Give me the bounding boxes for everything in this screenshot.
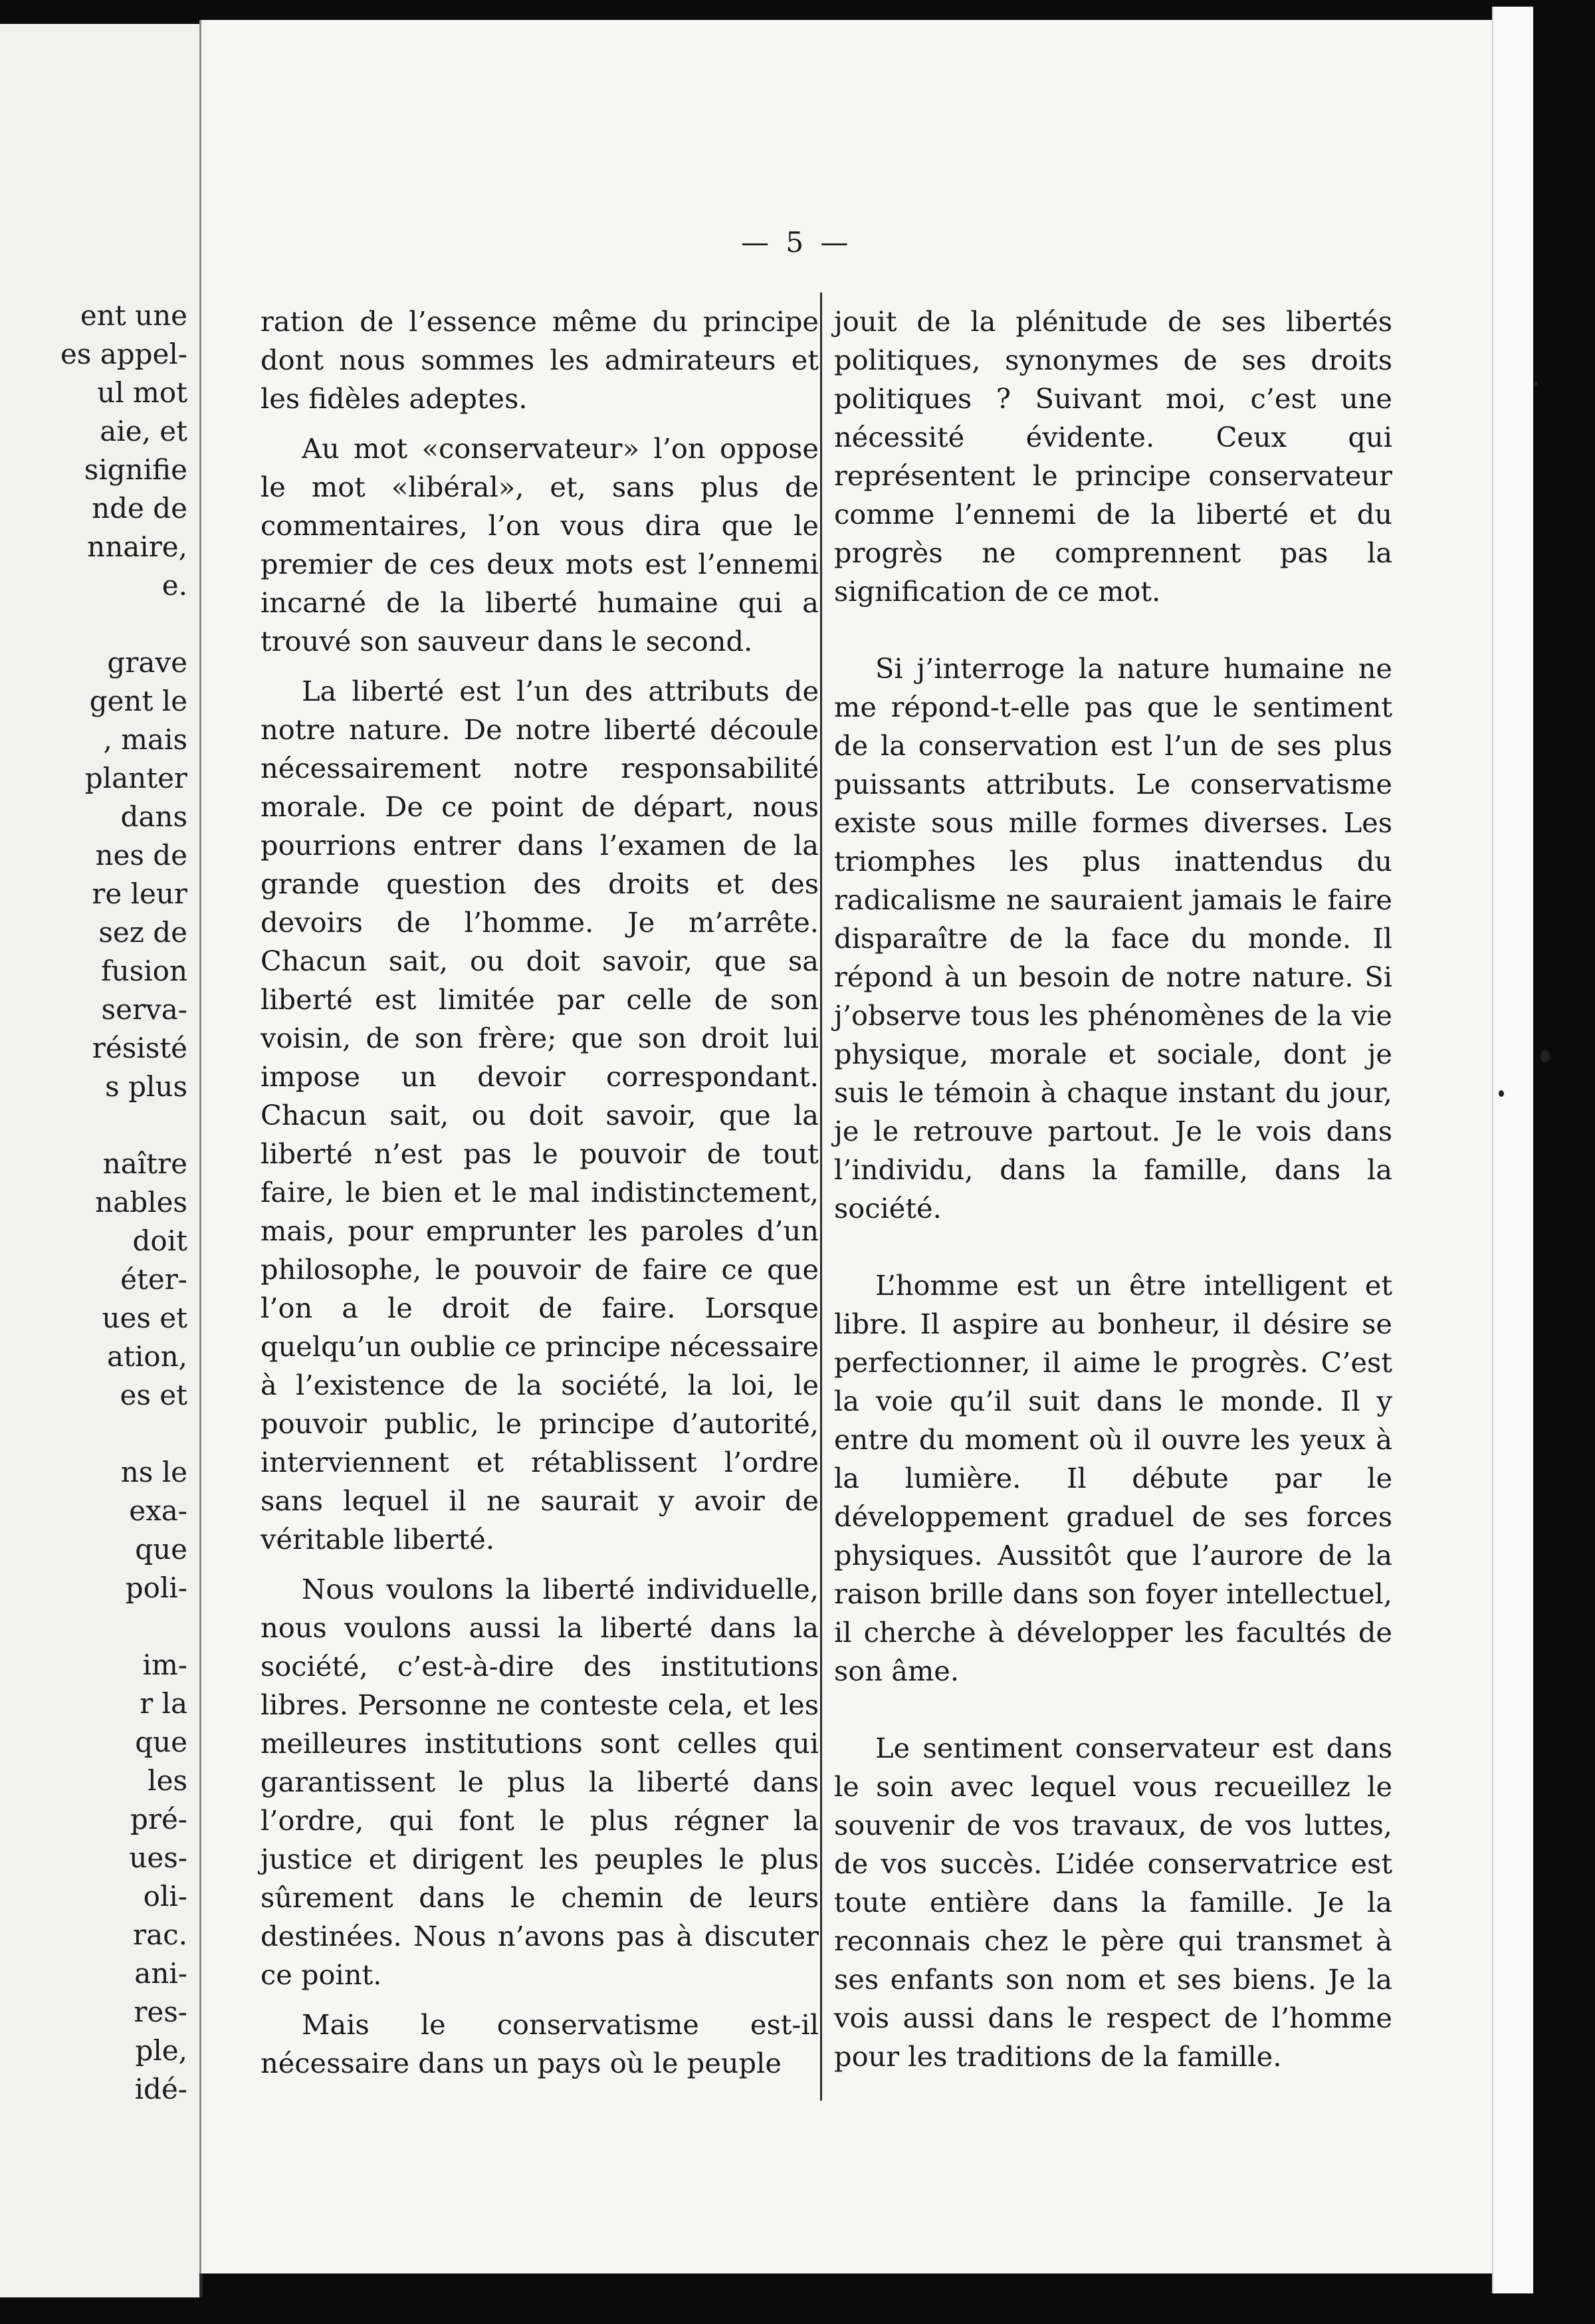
previous-page-line: nde de: [92, 492, 187, 524]
previous-page-line: ent une: [80, 299, 187, 332]
previous-page-line: es appel-: [60, 338, 187, 370]
previous-page-line: res-: [134, 1996, 187, 2028]
paragraph: Au mot «conservateur» l’on oppose le mot «libéral», et, sans plus de commentaires, l’on vous dira que le premier de ces deux mots est l’ennemi incarné de la liberté humaine qui a trouvé son sauveur dans le second.: [261, 432, 819, 657]
previous-page-line: nables: [95, 1186, 187, 1219]
previous-page-line: aie, et: [100, 415, 187, 447]
previous-page-line: idé-: [134, 2073, 187, 2105]
previous-page-line: serva-: [101, 993, 187, 1026]
page-number: — 5 —: [741, 226, 853, 259]
previous-page-line: signifie: [84, 453, 187, 486]
scan-speck: [1499, 1090, 1504, 1097]
previous-page-line: nes de: [95, 839, 187, 872]
previous-page-line: e.: [161, 569, 187, 602]
previous-page-line: , mais: [103, 723, 187, 756]
previous-page-line: résisté: [92, 1032, 187, 1064]
previous-page-line: grave: [107, 646, 187, 679]
column-divider: [820, 292, 822, 2101]
previous-page-line: ani-: [134, 1957, 187, 1990]
previous-page-line: naître: [102, 1147, 187, 1180]
previous-page-line: que: [135, 1533, 187, 1566]
previous-page-line: nnaire,: [87, 530, 187, 563]
paragraph: Si j’interroge la nature humaine ne me répond-t-elle pas que le sentiment de la conservation est l’un de ses plus puissants attributs. Le conservatisme existe sous mille formes diverses. Les triomphes les plus inattendus du radicalisme ne sauraient jamais le faire disparaître de la face du monde. Il répond à un besoin de notre nature. Si j’observe tous les phénomènes de la vie physique, morale et sociale, dont je suis le témoin à chaque instant du jour, je le retrouve partout. Je le vois dans l’individu, dans la famille, dans la société.: [834, 652, 1392, 1224]
previous-page-line: oli-: [143, 1880, 187, 1913]
previous-page-line: doit: [132, 1224, 187, 1257]
scan-speck: [1534, 382, 1538, 386]
right-column: [834, 302, 1392, 2076]
previous-page-line: r la: [140, 1687, 187, 1720]
previous-page-line: fusion: [101, 955, 187, 987]
paragraph: jouit de la plénitude de ses libertés politiques, synonymes de ses droits politiques ? Suivant moi, c’est une nécessité évidente. Ceux qui représentent le principe conservateur comme l’ennemi de la liberté et du progrès ne comprennent pas la signification de ce mot.: [834, 305, 1392, 608]
previous-page-line: éter-: [120, 1263, 187, 1296]
paragraph: Mais le conservatisme est-il nécessaire dans un pays où le peuple: [261, 2008, 819, 2079]
paragraph: Le sentiment conservateur est dans le soin avec lequel vous recueillez le souvenir de vos travaux, de vos luttes, de vos succès. L’idée conservatrice est toute entière dans la famille. Je la reconnais chez le père qui transmet à ses enfants son nom et ses biens. Je la vois aussi dans le respect de l’homme pour les traditions de la famille.: [834, 1732, 1392, 2073]
previous-page-line: rac.: [133, 1918, 187, 1951]
previous-page-line: im-: [142, 1649, 187, 1681]
previous-page-line: ues-: [129, 1841, 187, 1874]
previous-page-line: les: [148, 1764, 187, 1797]
previous-page-line: exa-: [129, 1494, 187, 1527]
left-column: [261, 302, 819, 2083]
previous-page-line: es et: [120, 1379, 187, 1411]
page-edge: [1492, 7, 1533, 2293]
previous-page-line: s plus: [105, 1070, 187, 1103]
paragraph: ration de l’essence même du principe dont nous sommes les admirateurs et les fidèles adeptes.: [261, 305, 819, 415]
previous-page-fragment: [0, 24, 203, 2297]
previous-page-line: ul mot: [97, 376, 187, 409]
paragraph: L’homme est un être intelligent et libre. Il aspire au bonheur, il désire se perfectionner, il aime le progrès. C’est la voie qu’il suit dans le monde. Il y entre du moment où il ouvre les yeux à la lumière. Il débute par le développement graduel de ses forces physiques. Aussitôt que l’aurore de la raison brille dans son foyer intellectuel, il cherche à développer les facultés de son âme.: [834, 1269, 1392, 1687]
paragraph: La liberté est l’un des attributs de notre nature. De notre liberté découle nécessairement notre responsabilité morale. De ce point de départ, nous pourrions entrer dans l’examen de la grande question des droits et des devoirs de l’homme. Je m’arrête. Chacun sait, ou doit savoir, que sa liberté est limitée par celle de son voisin, de son frère; que son droit lui impose un devoir correspondant. Chacun sait, ou doit savoir, que la liberté n’est pas le pouvoir de tout faire, le bien et le mal indistinctement, mais, pour emprunter les paroles d’un philosophe, le pouvoir de faire ce que l’on a le droit de faire. Lorsque quelqu’un oublie ce principe nécessaire à l’existence de la société, la loi, le pouvoir public, le principe d’autorité, interviennent et rétablissent l’ordre sans lequel il ne saurait y avoir de véritable liberté.: [261, 675, 819, 1556]
previous-page-line: pré-: [130, 1803, 187, 1835]
previous-page-line: dans: [120, 800, 187, 833]
previous-page-line: ues et: [102, 1302, 187, 1334]
previous-page-line: gent le: [89, 685, 187, 717]
previous-page-line: poli-: [125, 1571, 187, 1604]
scan-speck: [1541, 1050, 1550, 1062]
previous-page-line: ple,: [135, 2034, 187, 2067]
previous-page-line: ns le: [120, 1456, 187, 1488]
previous-page-line: ation,: [106, 1340, 187, 1373]
previous-page-line: re leur: [92, 877, 187, 910]
paragraph: Nous voulons la liberté individuelle, nous voulons aussi la liberté dans la société, c’est-à-dire des institutions libres. Personne ne conteste cela, et les meilleures institutions sont celles qui garantissent le plus la liberté dans l’ordre, qui font le plus régner la justice et dirigent les peuples le plus sûrement dans le chemin de leurs destinées. Nous n’avons pas à discuter ce point.: [261, 1573, 819, 1991]
previous-page-line: que: [135, 1726, 187, 1758]
previous-page-line: planter: [84, 762, 187, 794]
previous-page-line: sez de: [98, 916, 187, 949]
